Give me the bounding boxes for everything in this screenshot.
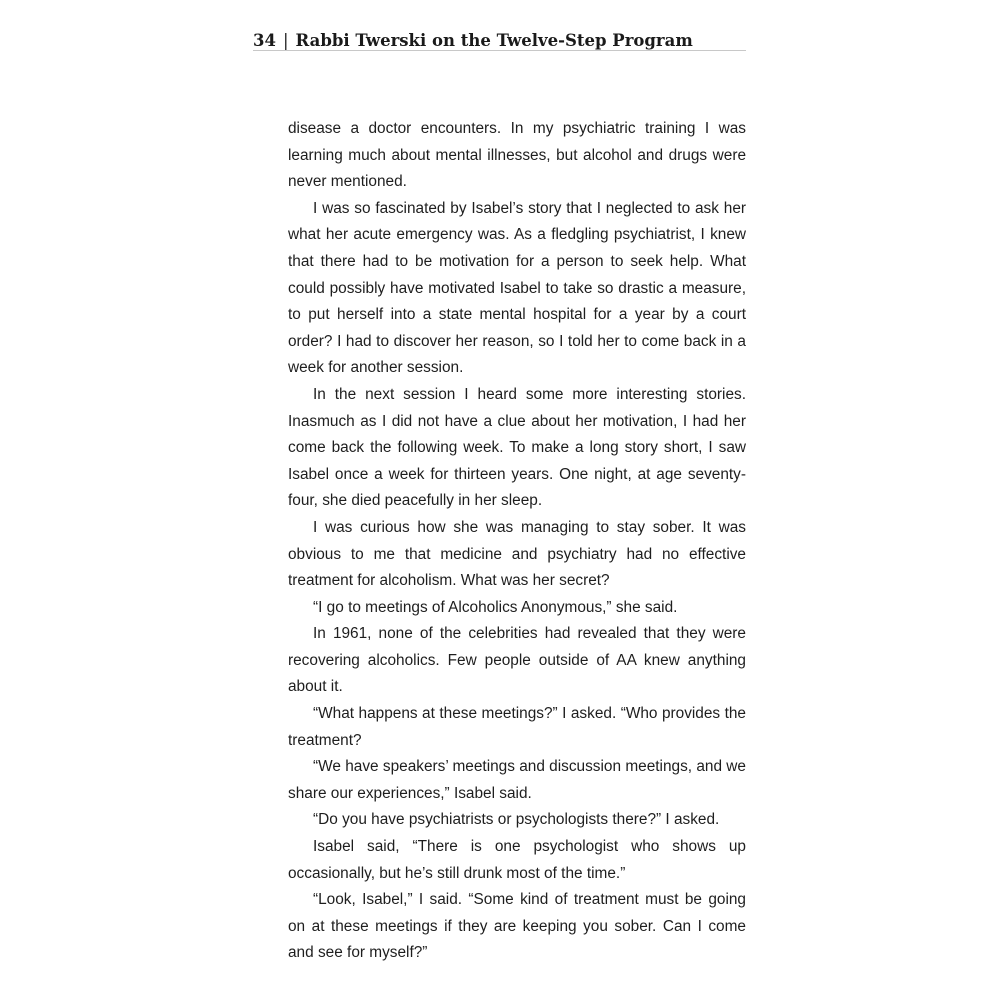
header-separator: | (282, 31, 289, 50)
paragraph: “Look, Isabel,” I said. “Some kind of treatment must be going on at these meetings if they are keeping you sober. Can I come and see for myself?” (288, 891, 746, 962)
paragraph: “What happens at these meetings?” I asked. “Who provides the treatment? (288, 705, 746, 749)
paragraph: “We have speakers’ meetings and discussion meetings, and we share our experiences,” Isabel said. (288, 758, 746, 802)
paragraph: I was curious how she was managing to stay sober. It was obvious to me that medicine and psychiatry had no effective treatment for alcoholism. What was her secret? (288, 518, 746, 590)
paragraph: In the next session I heard some more interesting stories. Inasmuch as I did not have a clue about her motivation, I had her come back the following week. To make a long story short, I saw Isabel once a week for thirteen years. One night, at age seventy-four, she died peacefully in her sleep. (288, 385, 746, 510)
header-rule (253, 50, 746, 51)
paragraph: “I go to meetings of Alcoholics Anonymous,” she said. (313, 598, 678, 616)
book-title: Rabbi Twerski on the Twelve-Step Program (295, 31, 693, 50)
page-number: 34 (253, 31, 276, 50)
paragraph: “Do you have psychiatrists or psychologists there?” I asked. (313, 811, 720, 829)
running-head (253, 30, 746, 52)
body-text (288, 116, 746, 967)
paragraph-continued: disease a doctor encounters. In my psychiatric training I was learning much about mental illnesses, but alcohol and drugs were never mentioned. (288, 120, 746, 191)
paragraph: Isabel said, “There is one psychologist who shows up occasionally, but he’s still drunk most of the time.” (288, 838, 746, 882)
paragraph: I was so fascinated by Isabel’s story that I neglected to ask her what her acute emergency was. As a fledgling psychiatrist, I knew that there had to be motivation for a person to seek help. What could possibly have motivated Isabel to take so drastic a measure, to put herself into a state mental hospital for a year by a court order? I had to discover her reason, so I told her to come back in a week for another session. (288, 199, 746, 377)
paragraph: In 1961, none of the celebrities had revealed that they were recovering alcoholics. Few people outside of AA knew anything about it. (288, 625, 746, 696)
